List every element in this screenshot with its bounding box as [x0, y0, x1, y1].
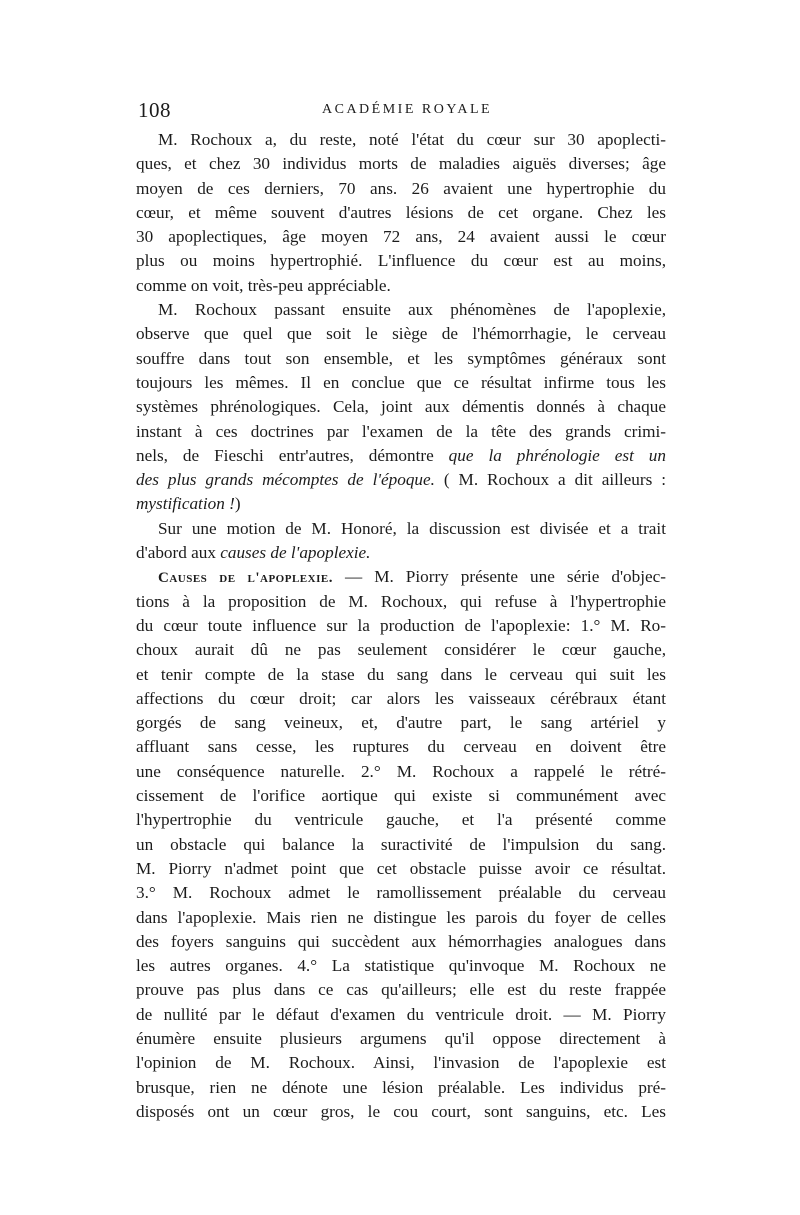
text-line: choux aurait dû ne pas seulement considérer le cœur gauche, — [136, 640, 666, 660]
text-line: l'hypertrophie du ventricule gauche, et l'a présenté comme — [136, 810, 666, 830]
text-line: tions à la proposition de M. Rochoux, qui refuse à l'hypertrophie — [136, 591, 666, 611]
text-line: Sur une motion de M. Honoré, la discussion est divisée et a trait — [158, 518, 666, 538]
text-line: instant à ces doctrines par l'examen de la tête des grands crimi- — [136, 421, 666, 441]
text-line: M. Rochoux passant ensuite aux phénomènes de l'apoplexie, — [158, 300, 666, 320]
text-line: M. Piorry n'admet point que cet obstacle puisse avoir ce résultat. — [136, 858, 666, 878]
page-number: 108 — [138, 98, 171, 122]
text-line: observe que quel que soit le siège de l'hémorrhagie, le cerveau — [136, 324, 666, 344]
text-line: cissement de l'orifice aortique qui existe si communément avec — [136, 786, 666, 806]
text-line — [136, 468, 666, 492]
section-heading: Causes de l'apoplexie. — [158, 570, 333, 587]
text-line: 3.° M. Rochoux admet le ramollissement préalable du cerveau — [136, 883, 666, 903]
text-line — [136, 565, 666, 589]
text-line: cœur, et même souvent d'autres lésions de cet organe. Chez les — [136, 202, 666, 222]
page-header — [138, 98, 668, 126]
text-line: ques, et chez 30 individus morts de maladies aiguës diverses; âge — [136, 154, 666, 174]
italic-text: causes de l'apoplexie. — [220, 543, 371, 563]
text-line: affluant sans cesse, les ruptures du cerveau en doivent être — [136, 737, 666, 757]
text-line: moyen de ces derniers, 70 ans. 26 avaient une hypertrophie du — [136, 178, 666, 198]
line-text: ( M. Rochoux a dit ailleurs : — [443, 470, 666, 490]
text-line — [136, 541, 666, 565]
text-line: une conséquence naturelle. 2.° M. Rochoux a rappelé le rétré- — [136, 761, 666, 781]
text-line: 30 apoplectiques, âge moyen 72 ans, 24 avaient aussi le cœur — [136, 227, 666, 247]
line-text: ) — [234, 494, 241, 514]
text-line: comme on voit, très-peu appréciable. — [136, 275, 391, 295]
text-line: toujours les mêmes. Il en conclue que ce résultat infirme tous les — [136, 372, 666, 392]
text-line: M. Rochoux a, du reste, noté l'état du cœur sur 30 apoplecti- — [158, 130, 666, 149]
text-line: les autres organes. 4.° La statistique qu'invoque M. Rochoux ne — [136, 956, 666, 976]
italic-text: des plus grands mécomptes de l'époque. — [136, 470, 435, 490]
text-line: des foyers sanguins qui succèdent aux hémorrhagies analogues dans — [136, 931, 666, 951]
text-line: de nullité par le défaut d'examen du ventricule droit. — M. Piorry — [136, 1004, 666, 1024]
text-line: dans l'apoplexie. Mais rien ne distingue les parois du foyer de celles — [136, 907, 666, 927]
line-text: — M. Piorry présente une série d'objec- — [344, 567, 666, 587]
text-line: plus ou moins hypertrophié. L'influence du cœur est au moins, — [136, 251, 666, 271]
text-line: du cœur toute influence sur la production de l'apoplexie: 1.° M. Ro- — [136, 615, 666, 635]
text-line — [136, 492, 666, 516]
line-text: d'abord aux — [136, 543, 216, 563]
body-text — [136, 128, 666, 1124]
line-text: nels, de Fieschi entr'autres, démontre — [136, 445, 434, 465]
text-line: énumère ensuite plusieurs argumens qu'il oppose directement à — [136, 1028, 666, 1048]
text-line: un obstacle qui balance la suractivité de l'impulsion du sang. — [136, 834, 666, 854]
text-line: et tenir compte de la stase du sang dans le cerveau qui suit les — [136, 664, 666, 684]
italic-text: que la phrénologie est un — [448, 445, 666, 465]
text-line: brusque, rien ne dénote une lésion préalable. Les individus pré- — [136, 1077, 666, 1097]
text-line: gorgés de sang veineux, et, d'autre part, le sang artériel y — [136, 713, 666, 733]
text-line: souffre dans tout son ensemble, et les symptômes généraux sont — [136, 348, 666, 368]
text-line: systèmes phrénologiques. Cela, joint aux démentis donnés à chaque — [136, 397, 666, 417]
text-line — [136, 444, 666, 468]
text-line: prouve pas plus dans ce cas qu'ailleurs; elle est du reste frappée — [136, 980, 666, 1000]
text-line: affections du cœur droit; car alors les vaisseaux cérébraux étant — [136, 688, 666, 708]
italic-text: mystification ! — [136, 494, 235, 514]
running-head: ACADÉMIE ROYALE — [322, 102, 493, 117]
text-line: disposés ont un cœur gros, le cou court, sont sanguins, etc. Les — [136, 1101, 666, 1121]
text-line: l'opinion de M. Rochoux. Ainsi, l'invasion de l'apoplexie est — [136, 1053, 666, 1073]
